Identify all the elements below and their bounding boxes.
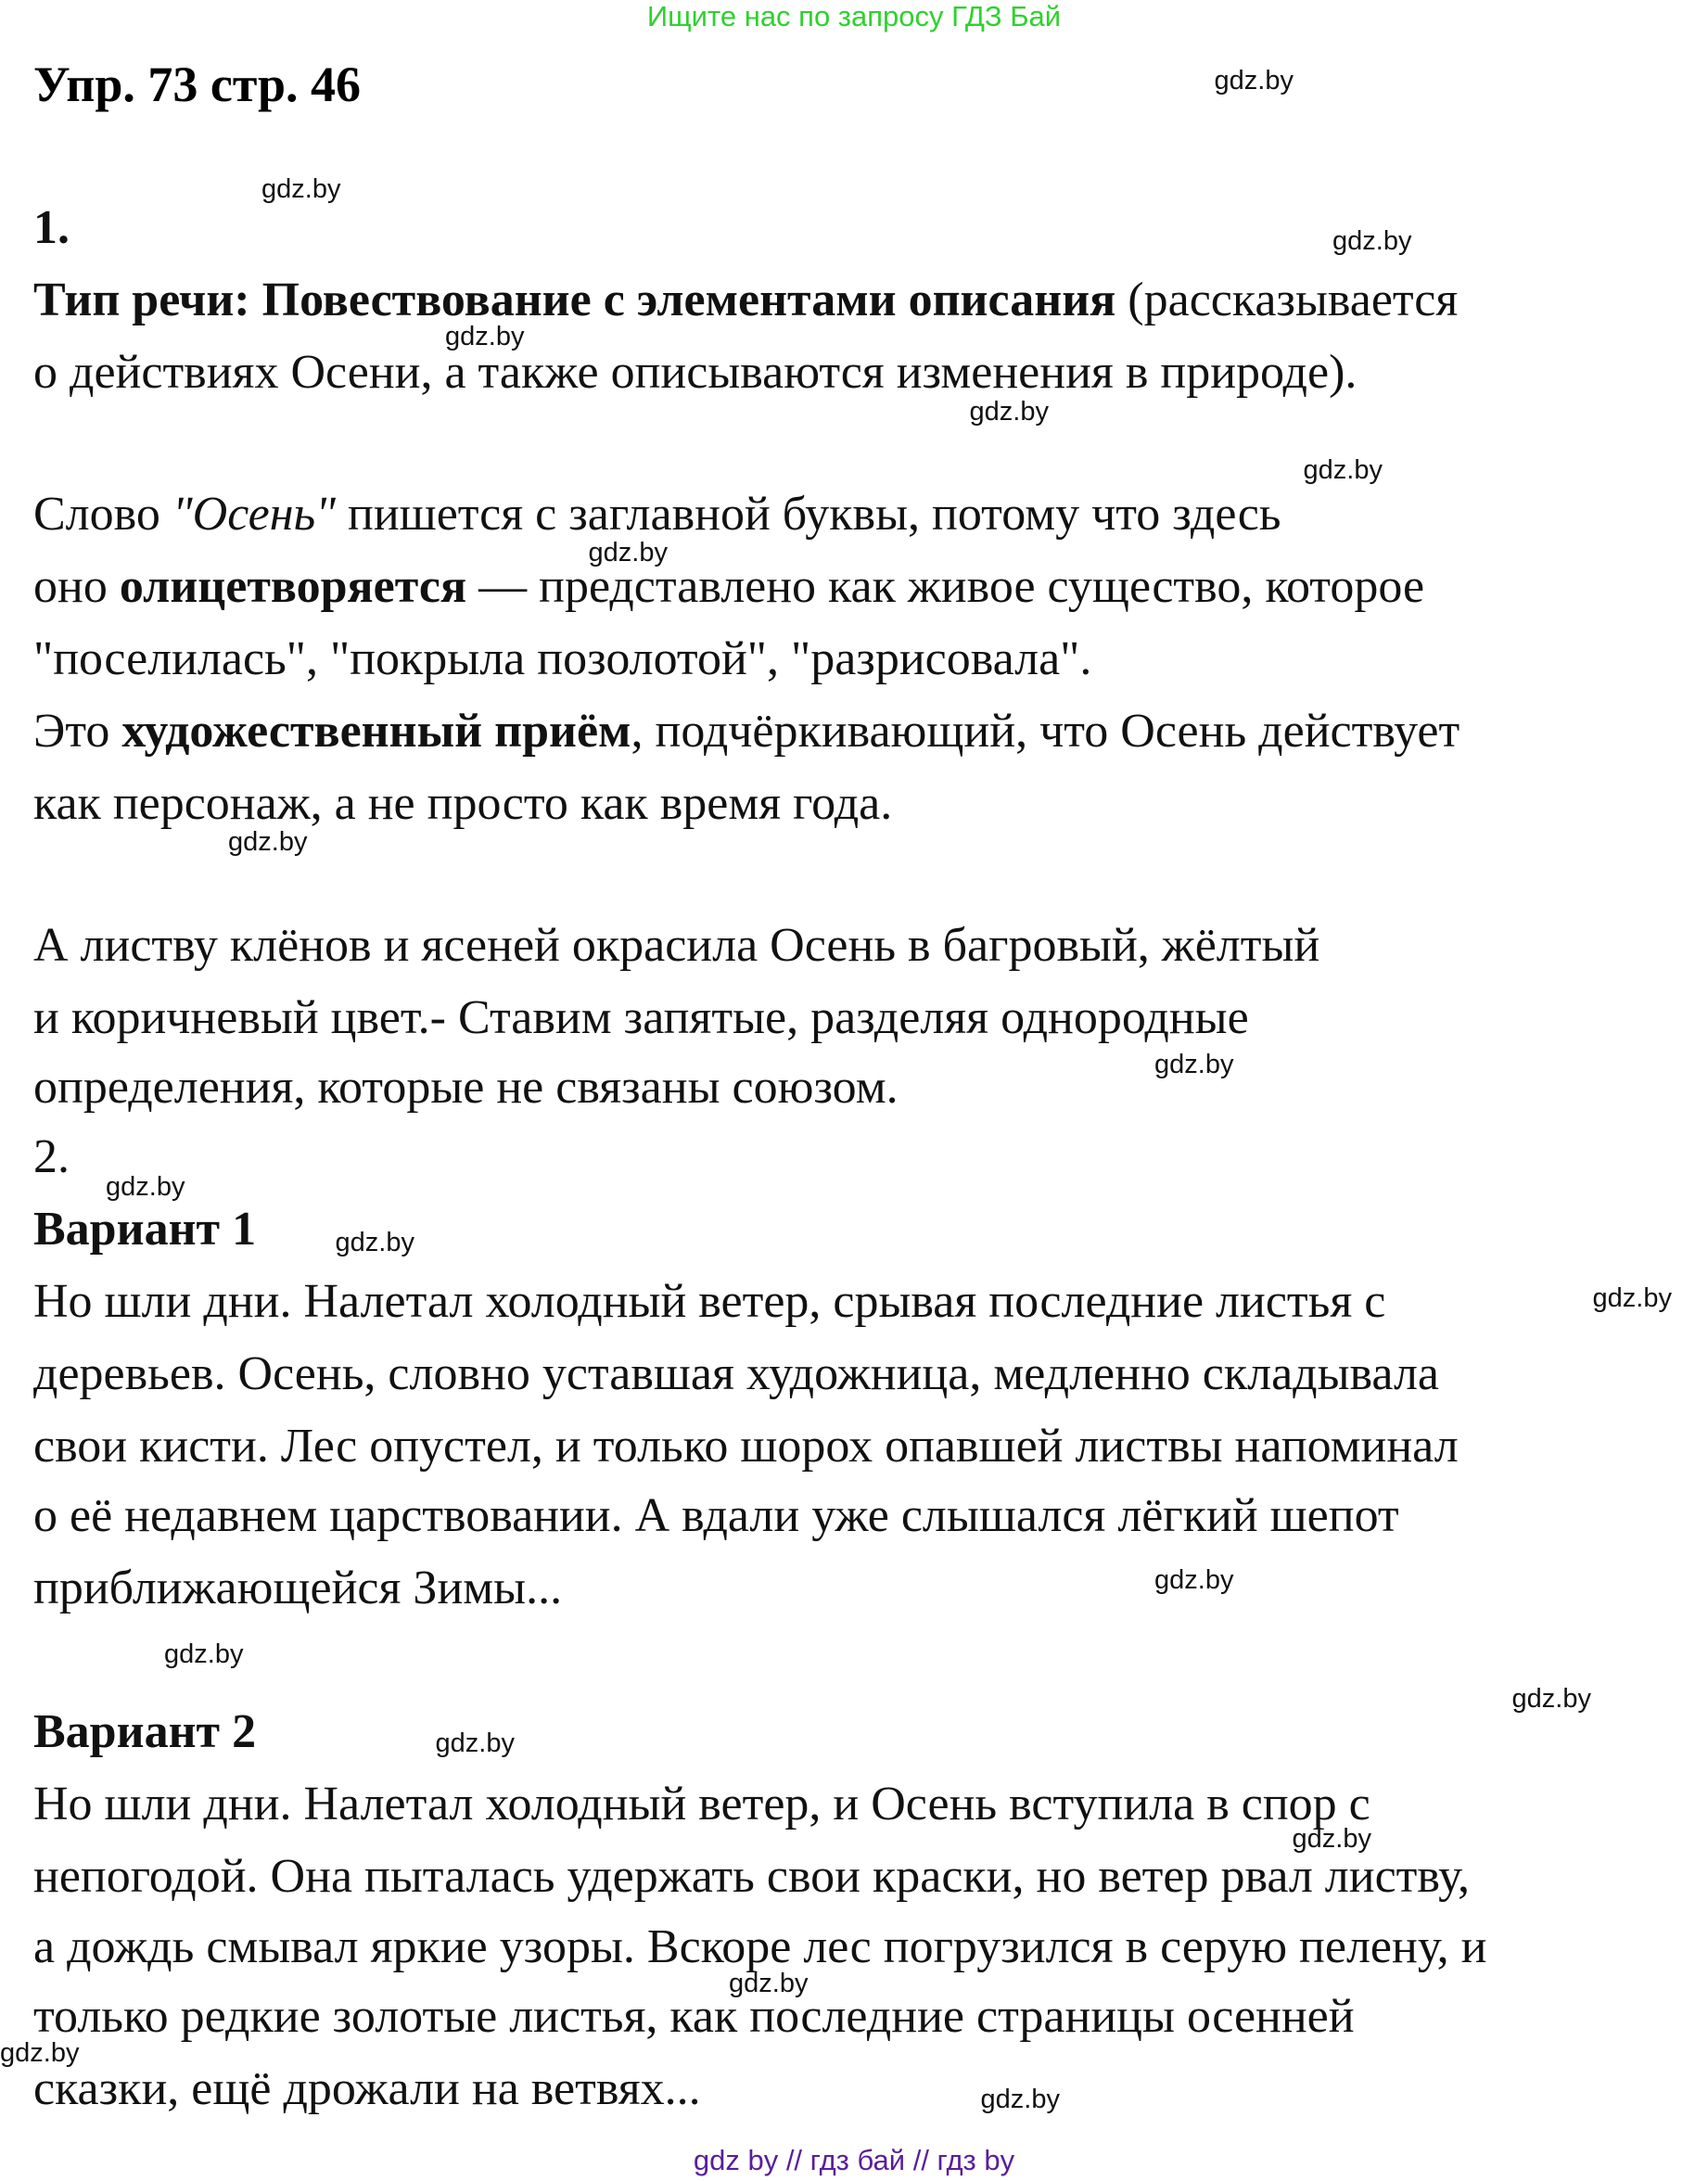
text-segment: , подчёркивающий, что Осень действует [631, 705, 1460, 758]
watermark-gdz: gdz.by [106, 1171, 185, 1202]
text-line [33, 1205, 256, 1254]
text-line [33, 1422, 1459, 1471]
text-line [33, 2062, 701, 2115]
watermark-gdz: gdz.by [164, 1639, 244, 1669]
text-line [33, 1347, 1439, 1400]
watermark-gdz: gdz.by [228, 826, 308, 857]
text-line [33, 1130, 70, 1183]
text-line [33, 991, 1249, 1044]
text-segment: о действиях Осени, а также описываются изменения в природе). [33, 346, 1357, 399]
watermark-gdz: gdz.by [1511, 1683, 1591, 1714]
text-segment: сказки, ещё дрожали на ветвях... [33, 2062, 701, 2115]
bold-text: 1. [33, 201, 70, 254]
watermark-gdz: gdz.by [0, 2038, 80, 2068]
text-line [33, 705, 1460, 758]
text-line [33, 919, 1320, 972]
footer-watermark: gdz by // гдз бай // гдз by [693, 2144, 1015, 2176]
text-line [33, 488, 1281, 541]
text-line [33, 1564, 562, 1613]
text-line [33, 1704, 257, 1758]
text-line [33, 1990, 1355, 2043]
watermark-gdz: gdz.by [1214, 66, 1294, 96]
bold-text: Вариант 1 [33, 1203, 257, 1256]
page-title: Упр. 73 стр. 46 [33, 57, 362, 112]
text-line [33, 1849, 1470, 1903]
text-segment: непогодой. Она пыталась удержать свои краски, но ветер рвал листву, [33, 1849, 1470, 1903]
watermark-gdz: gdz.by [980, 2084, 1060, 2114]
watermark-gdz: gdz.by [1154, 1049, 1234, 1079]
text-segment: только редкие золотые листья, как последние страницы осенней [33, 1990, 1355, 2043]
text-segment: Слово [33, 488, 172, 541]
text-line [33, 1489, 1399, 1542]
text-segment: Но шли дни. Налетал холодный ветер, срывая последние листья с [33, 1275, 1386, 1328]
bold-text: Вариант 2 [33, 1704, 257, 1758]
text-line [33, 1061, 899, 1114]
text-segment: (рассказывается [1115, 274, 1459, 326]
watermark-gdz: gdz.by [1592, 1282, 1672, 1313]
text-line [33, 560, 1425, 613]
bold-text: олицетворяется [119, 560, 467, 613]
watermark-gdz: gdz.by [445, 322, 525, 351]
text-line [33, 201, 70, 254]
watermark-gdz: gdz.by [1303, 455, 1383, 485]
italic-text: "Осень" [172, 488, 337, 541]
watermark-gdz: gdz.by [1154, 1565, 1234, 1595]
bold-text: художественный приём [121, 705, 631, 758]
watermark-gdz: gdz.by [1292, 1824, 1371, 1854]
text-line [33, 632, 1092, 685]
bold-text: Тип речи: Повествование с элементами описания [33, 274, 1116, 326]
text-segment: Это [33, 705, 122, 758]
text-segment: деревьев. Осень, словно уставшая художница, медленно складывала [33, 1347, 1439, 1400]
text-line [33, 1777, 1370, 1830]
text-segment: оно [33, 560, 120, 613]
watermark-gdz: gdz.by [435, 1728, 515, 1758]
text-segment: "поселилась", "покрыла позолотой", "разрисовала". [33, 632, 1092, 685]
text-line [33, 1920, 1487, 1973]
text-segment: приближающейся Зимы... [33, 1562, 563, 1614]
text-line [33, 777, 893, 830]
text-segment: А листву клёнов и ясеней окрасила Осень в багровый, жёлтый [33, 919, 1320, 972]
watermark-gdz: gdz.by [1332, 225, 1412, 256]
text-line [33, 1275, 1386, 1328]
text-line [33, 276, 1458, 325]
text-line [33, 346, 1357, 399]
text-segment: Но шли дни. Налетал холодный ветер, и Осень вступила в спор с [33, 1777, 1370, 1830]
text-segment: — представлено как живое существо, которое [466, 560, 1425, 613]
text-segment: свои кисти. Лес опустел, и только шорох опавшей листвы напоминал [33, 1420, 1459, 1473]
text-segment: и коричневый цвет.- Ставим запятые, разделяя однородные [33, 991, 1249, 1044]
watermark-gdz: gdz.by [261, 174, 341, 204]
watermark-gdz: gdz.by [729, 1969, 809, 1998]
watermark-gdz: gdz.by [969, 397, 1049, 427]
text-segment: а дождь смывал яркие узоры. Вскоре лес погрузился в серую пелену, и [33, 1920, 1487, 1973]
text-segment: как персонаж, а не просто как время года. [33, 777, 893, 830]
watermark-gdz: gdz.by [588, 537, 668, 568]
watermark-gdz: gdz.by [335, 1227, 414, 1257]
text-segment: пишется с заглавной буквы, потому что здесь [336, 488, 1281, 541]
text-segment: о её недавнем царствовании. А вдали уже слышался лёгкий шепот [33, 1489, 1399, 1542]
search-hint-banner: Ищите нас по запросу ГДЗ Бай [646, 0, 1062, 32]
text-segment: определения, которые не связаны союзом. [33, 1061, 899, 1114]
text-segment: 2. [33, 1130, 70, 1183]
